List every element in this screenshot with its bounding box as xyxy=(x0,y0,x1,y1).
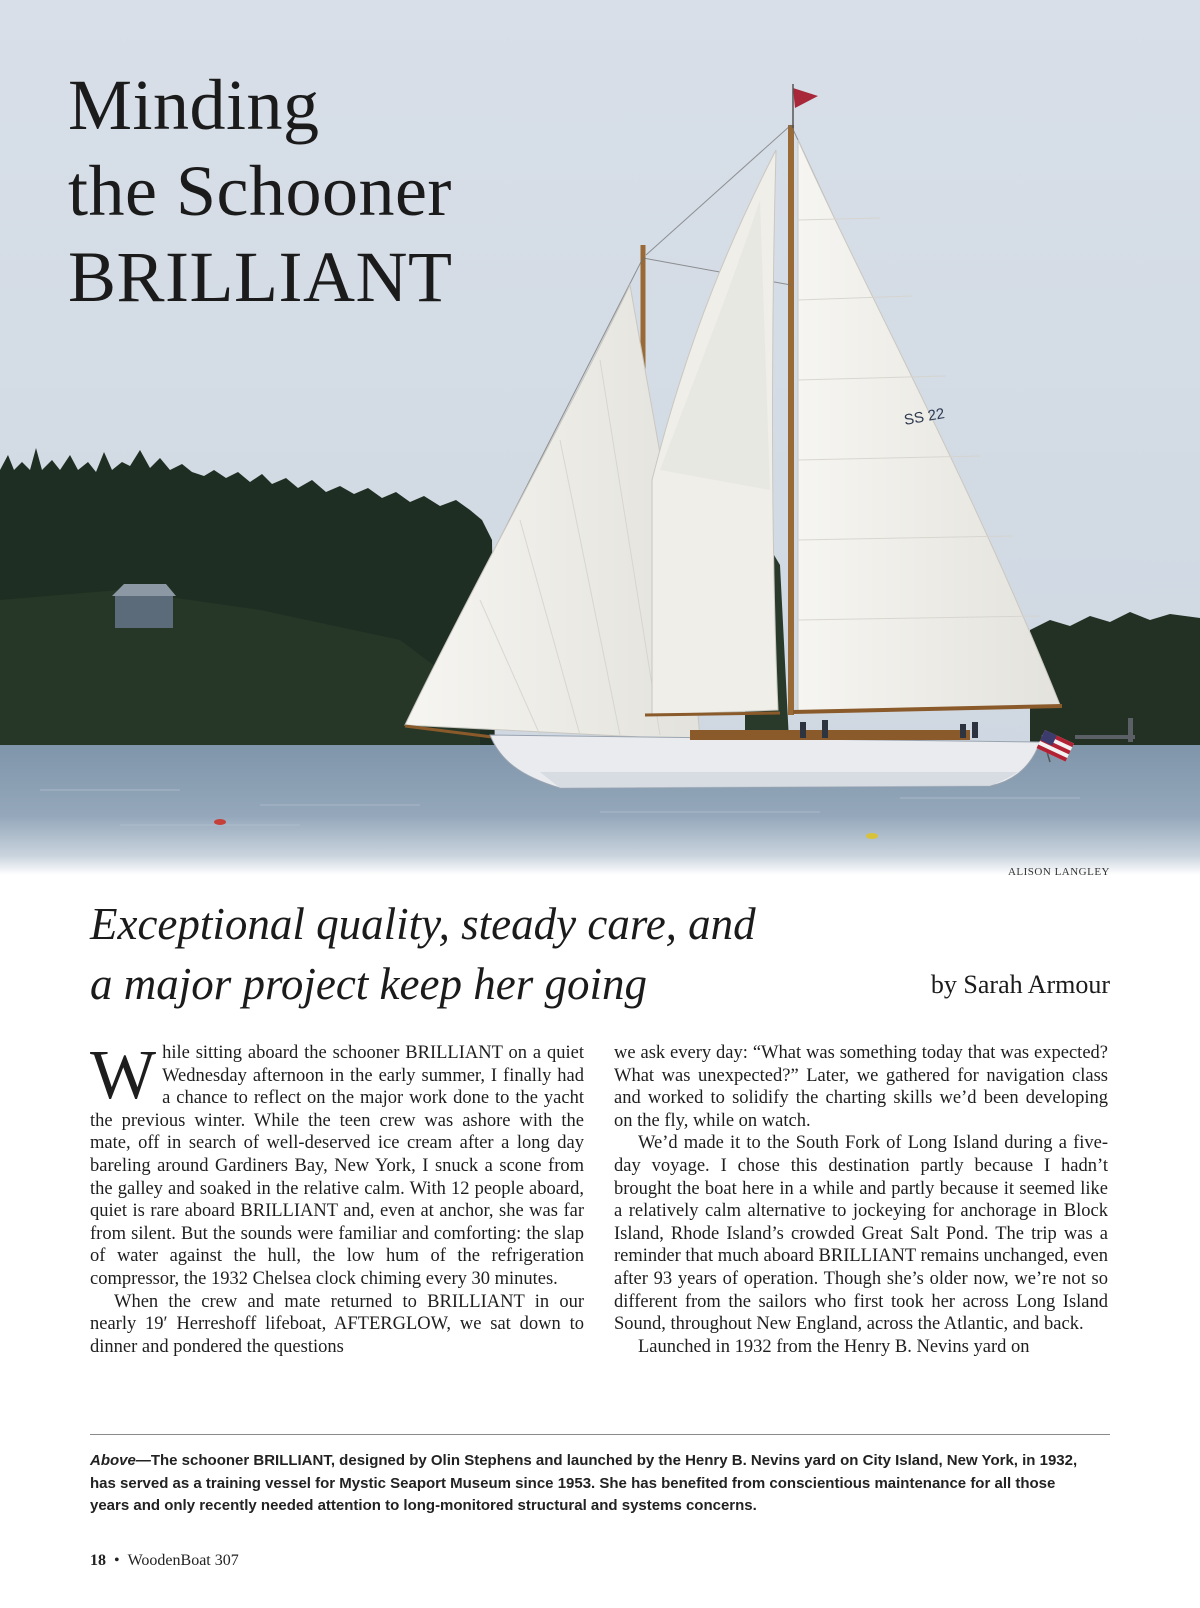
caption-lead: Above— xyxy=(90,1452,151,1469)
photo-caption xyxy=(90,1450,1090,1518)
photo-credit: ALISON LANGLEY xyxy=(1007,866,1110,878)
paragraph-text: hile sitting aboard the schooner BRILLIANT on a quiet Wednesday afternoon in the early summer, I finally had a chance to reflect on the major work done to the yacht the previous winter. While the teen crew was ashore with the mate, off in search of well-deserved ice cream after a long day bareling around Gardiners Bay, New York, I snuck a scone from the galley and soaked in the relative calm. With 12 people aboard, quiet is rare aboard BRILLIANT and, even at anchor, she was far from silent. But the sounds were familiar and comforting: the slap of water against the hull, the low hum of the refrigeration compressor, the 1932 Chelsea clock chiming every 30 minutes. xyxy=(90,1043,584,1289)
caption-text: The schooner BRILLIANT, designed by Olin Stephens and launched by the Henry B. Nevins yard on City Island, New York, in 1932, has served as a training vessel for Mystic Seaport Museum since 1953. She has benefited from conscientious maintenance for all those years and only recently needed attention to long-monitored structural and systems concerns. xyxy=(90,1452,1078,1514)
fore-boom xyxy=(645,713,780,715)
publication-name: WoodenBoat 307 xyxy=(127,1552,239,1569)
deck-subtitle xyxy=(90,894,810,1014)
article-paragraph: We’d made it to the South Fork of Long Island during a five-day voyage. I chose this destination partly because I hadn’t brought the boat here in a while and partly because it seemed like a relatively calm alternative to jockeying for anchorage in Block Island, Rhode Island’s crowded Great Salt Pond. The trip was a reminder that much aboard BRILLIANT remains unchanged, even after 93 years of operation. Though she’s older now, we’re not so different from the sailors who first took her across Long Island Sound, throughout New England, across the Atlantic, and back. xyxy=(614,1133,1108,1335)
title-line-2: the Schooner xyxy=(68,151,452,231)
article-paragraph: we ask every day: “What was something today that was expected? What was unexpected?” Later, we gathered for navigation class and worked to solidify the charting skills we’d been developing on the fly, while on watch. xyxy=(614,1043,1108,1131)
page-number: 18 xyxy=(90,1552,106,1569)
title-line-3: BRILLIANT xyxy=(68,237,453,317)
deck-line-1: Exceptional quality, steady care, and xyxy=(90,899,756,949)
deckhouse xyxy=(690,730,970,740)
footer-separator: • xyxy=(114,1552,120,1569)
caption-divider xyxy=(90,1434,1110,1435)
drop-cap: W xyxy=(90,1037,157,1114)
article-column-right xyxy=(614,1042,1108,1358)
article-paragraph: When the crew and mate returned to BRILLIANT in our nearly 19′ Herreshoff lifeboat, AFTERGLOW, we sat down to dinner and pondered the questions xyxy=(90,1291,584,1357)
article-column-left xyxy=(90,1037,584,1358)
shore-house xyxy=(115,594,173,628)
page-footer xyxy=(90,1552,239,1570)
article-paragraph: Launched in 1932 from the Henry B. Nevins yard on xyxy=(638,1336,1030,1357)
sail-number: SS 22 xyxy=(902,405,946,429)
buoy xyxy=(214,819,226,825)
title-line-1: Minding xyxy=(68,65,320,145)
page-title xyxy=(68,62,452,320)
byline: by Sarah Armour xyxy=(930,970,1110,999)
buoy xyxy=(866,833,878,839)
article-paragraph xyxy=(90,1037,584,1291)
deck-line-2: a major project keep her going xyxy=(90,959,647,1009)
dock xyxy=(1075,735,1135,739)
